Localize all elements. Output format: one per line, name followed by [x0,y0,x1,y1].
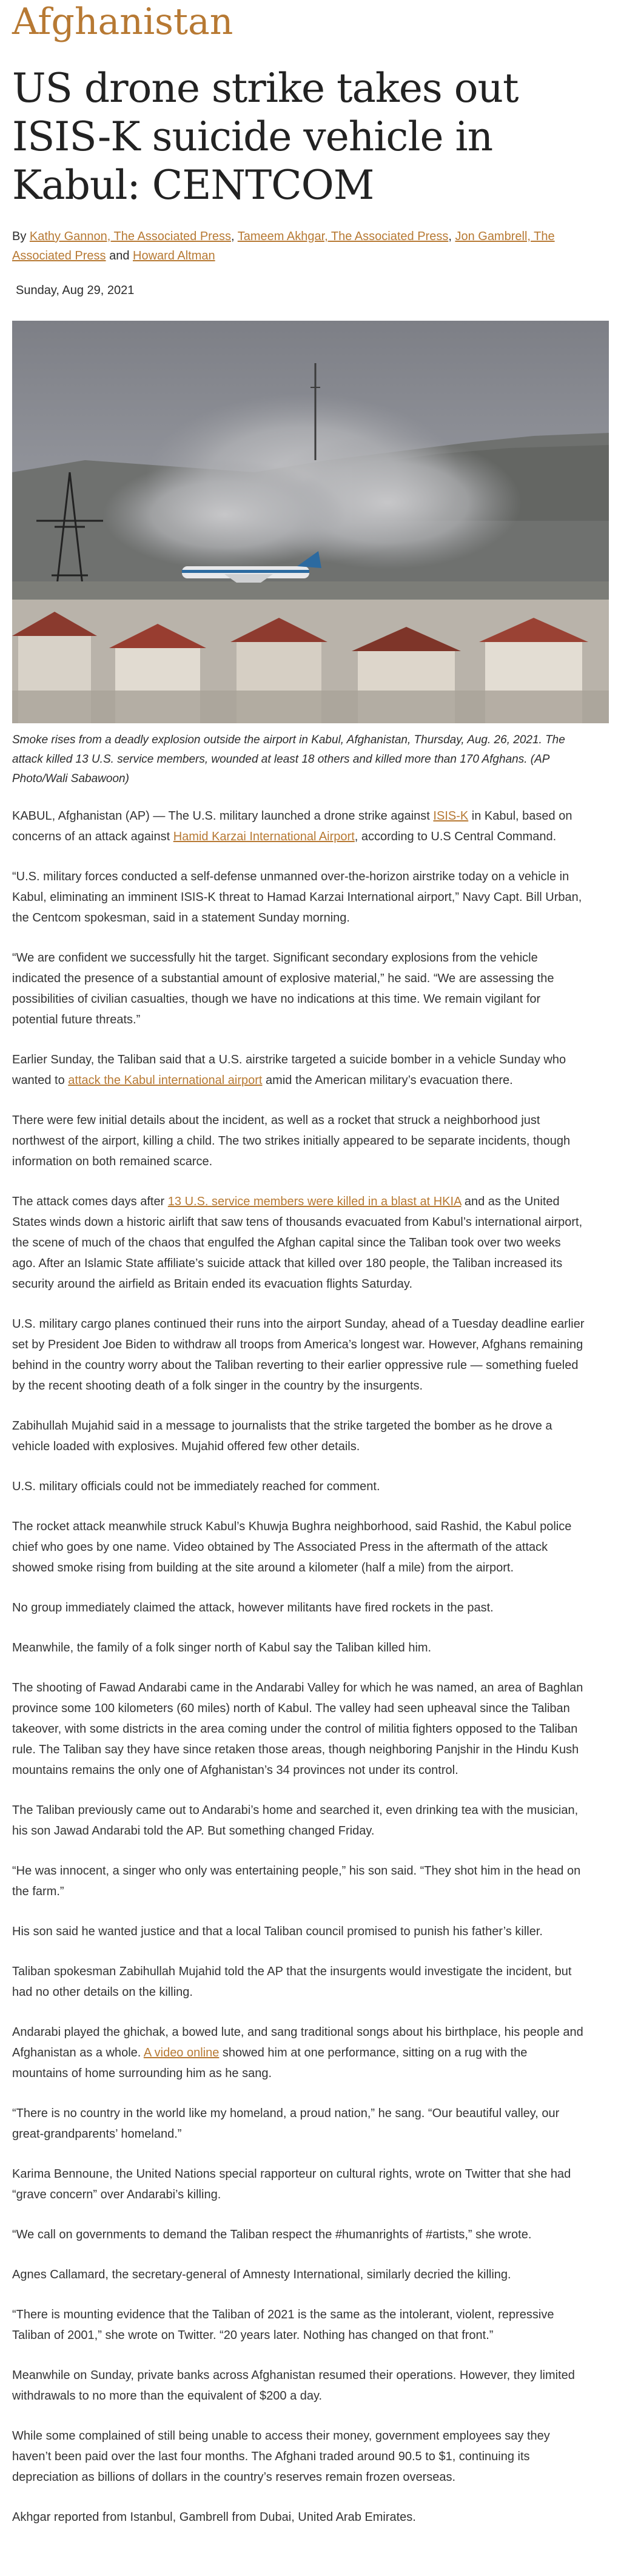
paragraph: “There is no country in the world like my homeland, a proud nation,” he sang. “Our beautiful valley, our great-grandparents’ homeland.” [12,2107,560,2141]
paragraph: The rocket attack meanwhile struck Kabul’s Khuwja Bughra neighborhood, said Rashid, the Kabul police chief who goes by one name. Video obtained by The Associated Press in the aftermath of the attack showed smoke rising from building at the site around a kilometer (half a mile) from the airport. [12,1520,572,1574]
kabul-airport-attack-link[interactable]: attack the Kabul international airport [68,1074,263,1087]
paragraph-text: , according to U.S Central Command. [354,830,557,843]
paragraph-text: The attack comes days after [12,1195,168,1208]
paragraph [12,1049,585,1091]
paragraph: U.S. military cargo planes continued their runs into the airport Sunday, ahead of a Tuesday deadline earlier set by President Joe Biden to withdraw all troops from America’s longest war. However, Afghans remaining behind in the country worry about the Taliban reverting to their earlier oppressive rule — something fueled by the recent shooting death of a folk singer in the country by the insurgents. [12,1317,585,1393]
paragraph: No group immediately claimed the attack, however militants have fired rockets in the past. [12,1601,494,1614]
paragraph: “We call on governments to demand the Taliban respect the #humanrights of #artists,” she wrote. [12,2228,532,2241]
author-link[interactable]: Tameem Akhgar, The Associated Press [237,230,449,243]
paragraph: “U.S. military forces conducted a self-defense unmanned over-the-horizon airstrike today on a vehicle in Kabul, eliminating an imminent ISIS-K threat to Hamad Karzai International airport,” Navy Capt. Bill Urban, the Centcom spokesman, said in a statement Sunday morning. [12,870,582,925]
author-link[interactable]: Kathy Gannon, The Associated Press [29,230,231,243]
paragraph-text: Andarabi played the ghichak, a bowed lute, and sang traditional songs about his birthplace, his people and Afghanistan as a whole. [12,2026,583,2059]
category-label[interactable]: Afghanistan [12,1,233,43]
paragraph-text: and as the United States winds down a historic airlift that saw tens of thousands evacuated from Kabul’s international airport, the scene of much of the chaos that engulfed the Afghan capital since the Taliban took over two weeks ago. After an Islamic State affiliate’s suicide attack that killed over 180 people, the Taliban increased its security around the airfield as Britain ended its evacuation flights Saturday. [12,1195,583,1291]
airfield [12,581,609,600]
byline [12,227,585,266]
paragraph: “There is mounting evidence that the Taliban of 2021 is the same as the intolerant, violent, repressive Taliban of 2001,” she wrote on Twitter. “20 years later. Nothing has changed on that front.” [12,2308,554,2342]
paragraph [12,1191,585,1294]
smoke-plume [103,460,346,569]
byline-separator: , [448,230,455,243]
wall [12,691,609,723]
byline-prefix: By [12,230,30,243]
paragraph: Agnes Callamard, the secretary-general of Amnesty International, similarly decried the killing. [12,2268,511,2281]
article-photo [12,321,609,723]
paragraph: Zabihullah Mujahid said in a message to journalists that the strike targeted the bomber as he drove a vehicle loaded with explosives. Mujahid offered few other details. [12,1419,552,1453]
paragraph: Akhgar reported from Istanbul, Gambrell from Dubai, United Arab Emirates. [12,2511,416,2524]
paragraph: The Taliban previously came out to Andarabi’s home and searched it, even drinking tea with the musician, his son Jawad Andarabi told the AP. But something changed Friday. [12,1804,579,1838]
paragraph: His son said he wanted justice and that a local Taliban council promised to punish his father’s killer. [12,1925,543,1938]
video-online-link[interactable]: A video online [143,2046,220,2059]
paragraph: U.S. military officials could not be immediately reached for comment. [12,1480,380,1493]
paragraph: While some complained of still being unable to access their money, government employees say they haven’t been paid over the last four months. The Afghani traded around 90.5 to $1, continuing its depreciation as billions of dollars in the country’s reserves remain frozen overseas. [12,2429,550,2484]
paragraph: Meanwhile, the family of a folk singer north of Kabul say the Taliban killed him. [12,1641,432,1654]
paragraph [12,806,585,847]
paragraph: Taliban spokesman Zabihullah Mujahid told the AP that the insurgents would investigate the incident, but had no other details on the killing. [12,1965,572,1999]
paragraph: “We are confident we successfully hit the target. Significant secondary explosions from the vehicle indicated the presence of a substantial amount of explosive material,” he said. “We are assessing the possibilities of civilian casualties, though we have no indications at this time. We remain vigilant for potential future threats.” [12,951,554,1026]
paragraph: The shooting of Fawad Andarabi came in the Andarabi Valley for which he was named, an area of Baghlan province some 100 kilometers (60 miles) north of Kabul. The valley had seen upheaval since the Taliban takeover, with some districts in the area coming under the control of militia fighters opposed to the Taliban rule. The Taliban say they have since retaken those areas, though neighboring Panjshir in the Hindu Kush mountains remains the only one of Afghanistan’s 34 provinces not under its control. [12,1681,583,1777]
paragraph-text: in Kabul, based on concerns of an attack against [12,809,572,843]
airport-link[interactable]: Hamid Karzai International Airport [173,830,355,843]
isis-k-link[interactable]: ISIS-K [433,809,469,823]
paragraph: Meanwhile on Sunday, private banks across Afghanistan resumed their operations. However, they limited withdrawals to no more than the equivalent of $200 a day. [12,2369,575,2403]
author-link[interactable]: Jon Gambrell, The Associated Press [12,230,555,263]
hkia-blast-link[interactable]: 13 U.S. service members were killed in a blast at HKIA [167,1195,462,1208]
page-title: US drone strike takes out ISIS-K suicide vehicle in Kabul: CENTCOM [12,65,519,209]
article-body [12,806,585,2527]
paragraph [12,2022,585,2084]
paragraph-text: amid the American military’s evacuation there. [262,1074,513,1087]
photo-caption: Smoke rises from a deadly explosion outside the airport in Kabul, Afghanistan, Thursday, Aug. 26, 2021. The attack killed 13 U.S. service members, wounded at least 18 others and killed more than 170 Afghans. (AP Photo/Wali Sabawoon) [12,734,565,785]
publish-date: Sunday, Aug 29, 2021 [16,284,135,297]
paragraph: Karima Bennoune, the United Nations special rapporteur on cultural rights, wrote on Twitter that she had “grave concern” over Andarabi’s killing. [12,2167,571,2201]
paragraph-text: Earlier Sunday, the Taliban said that a U.S. airstrike targeted a suicide bomber in a vehicle Sunday who wanted to [12,1053,566,1087]
paragraph-text: showed him at one performance, sitting on a rug with the mountains of home surrounding him as he sang. [12,2046,528,2080]
paragraph-text: KABUL, Afghanistan (AP) — The U.S. military launched a drone strike against [12,809,434,823]
paragraph: “He was innocent, a singer who only was entertaining people,” his son said. “They shot him in the head on the farm.” [12,1864,581,1898]
byline-separator: , [230,230,238,243]
byline-and: and [106,249,133,263]
author-link[interactable]: Howard Altman [133,249,215,263]
paragraph: There were few initial details about the incident, as well as a rocket that struck a neighborhood just northwest of the airport, killing a child. The two strikes initially appeared to be separate incidents, though information on both remained scarce. [12,1114,571,1168]
